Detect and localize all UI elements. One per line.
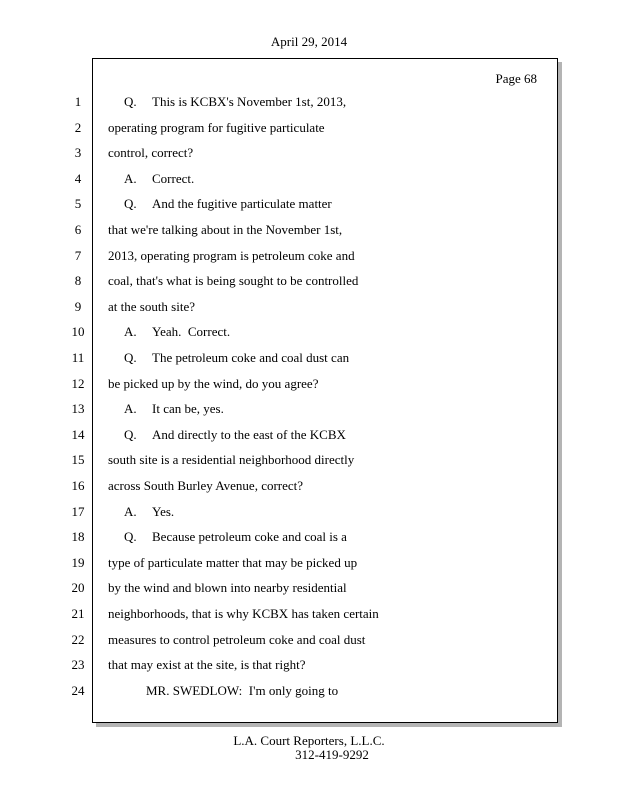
line-number: 15 <box>71 452 85 468</box>
line-number: 10 <box>71 324 85 340</box>
reporter-company: L.A. Court Reporters, L.L.C. <box>233 733 385 748</box>
line-number: 8 <box>74 273 82 289</box>
line-number: 13 <box>71 401 85 417</box>
qa-label: Q. <box>124 94 137 109</box>
line-number: 5 <box>74 196 82 212</box>
qa-label: A. <box>124 324 137 340</box>
transcript-line <box>0 605 618 623</box>
transcript-date: April 29, 2014 <box>270 34 348 49</box>
transcript-line <box>0 247 618 265</box>
transcript-line <box>0 272 618 290</box>
transcript-line <box>0 631 618 649</box>
line-number: 2 <box>74 119 82 135</box>
qa-label: A. <box>124 503 137 519</box>
line-text: by the wind and blown into nearby residential <box>108 580 347 596</box>
line-number: 21 <box>71 606 85 621</box>
line-text: across South Burley Avenue, correct? <box>108 478 304 493</box>
transcript-line <box>0 579 618 597</box>
line-text: Yes. <box>152 503 175 519</box>
page-number: Page 68 <box>495 71 537 86</box>
transcript-line <box>0 93 618 111</box>
transcript-line <box>0 400 618 418</box>
transcript-line <box>0 221 618 239</box>
line-text: be picked up by the wind, do you agree? <box>108 375 319 391</box>
line-number: 7 <box>74 247 82 263</box>
line-text: 2013, operating program is petroleum coke and <box>108 247 355 263</box>
line-text: south site is a residential neighborhood directly <box>108 452 355 468</box>
transcript-line <box>0 349 618 367</box>
line-text: The petroleum coke and coal dust can <box>152 350 350 365</box>
line-number: 17 <box>71 503 85 519</box>
line-text: type of particulate matter that may be picked up <box>108 554 358 570</box>
line-number: 23 <box>71 657 85 673</box>
transcript-line <box>0 170 618 188</box>
line-text: control, correct? <box>108 145 194 161</box>
qa-label: Q. <box>124 529 137 545</box>
transcript-line <box>0 323 618 341</box>
line-text: It can be, yes. <box>152 401 224 417</box>
line-number: 11 <box>71 350 85 365</box>
line-text: Correct. <box>152 170 195 186</box>
transcript-line <box>0 503 618 521</box>
line-number: 16 <box>71 478 85 493</box>
qa-label: Q. <box>124 426 137 442</box>
reporter-phone: 312-419-9292 <box>295 747 369 762</box>
line-text: Because petroleum coke and coal is a <box>152 529 347 545</box>
line-text: neighborhoods, that is why KCBX has taken certain <box>108 606 379 621</box>
transcript-line <box>0 528 618 546</box>
line-text: that we're talking about in the November 1st, <box>108 222 343 237</box>
line-text: that may exist at the site, is that right? <box>108 657 306 673</box>
line-number: 9 <box>74 298 82 314</box>
qa-label: A. <box>124 170 137 186</box>
line-text: This is KCBX's November 1st, 2013, <box>152 94 347 109</box>
transcript-line <box>0 477 618 495</box>
line-number: 6 <box>74 222 82 237</box>
line-number: 14 <box>71 426 85 442</box>
line-text: Yeah. Correct. <box>152 324 231 340</box>
line-number: 4 <box>74 170 82 186</box>
transcript-line <box>0 298 618 316</box>
qa-label: A. <box>124 401 137 417</box>
line-text: MR. SWEDLOW: I'm only going to <box>146 682 339 698</box>
line-number: 3 <box>74 145 82 161</box>
transcript-line <box>0 451 618 469</box>
transcript-line <box>0 682 618 700</box>
transcript-line <box>0 119 618 137</box>
transcript-line <box>0 375 618 393</box>
line-number: 19 <box>71 554 85 570</box>
transcript-line <box>0 554 618 572</box>
line-text: coal, that's what is being sought to be controlled <box>108 273 359 289</box>
line-number: 20 <box>71 580 85 596</box>
qa-label: Q. <box>124 350 137 365</box>
transcript-line <box>0 426 618 444</box>
footer <box>0 734 618 762</box>
line-text: at the south site? <box>108 298 196 314</box>
line-text: And the fugitive particulate matter <box>152 196 332 212</box>
line-number: 22 <box>71 631 85 647</box>
line-number: 18 <box>71 529 85 545</box>
line-number: 12 <box>71 375 85 391</box>
transcript-line <box>0 656 618 674</box>
transcript-line <box>0 144 618 162</box>
line-text: measures to control petroleum coke and coal dust <box>108 631 366 647</box>
line-number: 1 <box>74 94 82 109</box>
line-text: And directly to the east of the KCBX <box>152 426 346 442</box>
line-number: 24 <box>71 682 85 698</box>
line-text: operating program for fugitive particulate <box>108 119 325 135</box>
qa-label: Q. <box>124 196 137 212</box>
transcript-line <box>0 195 618 213</box>
